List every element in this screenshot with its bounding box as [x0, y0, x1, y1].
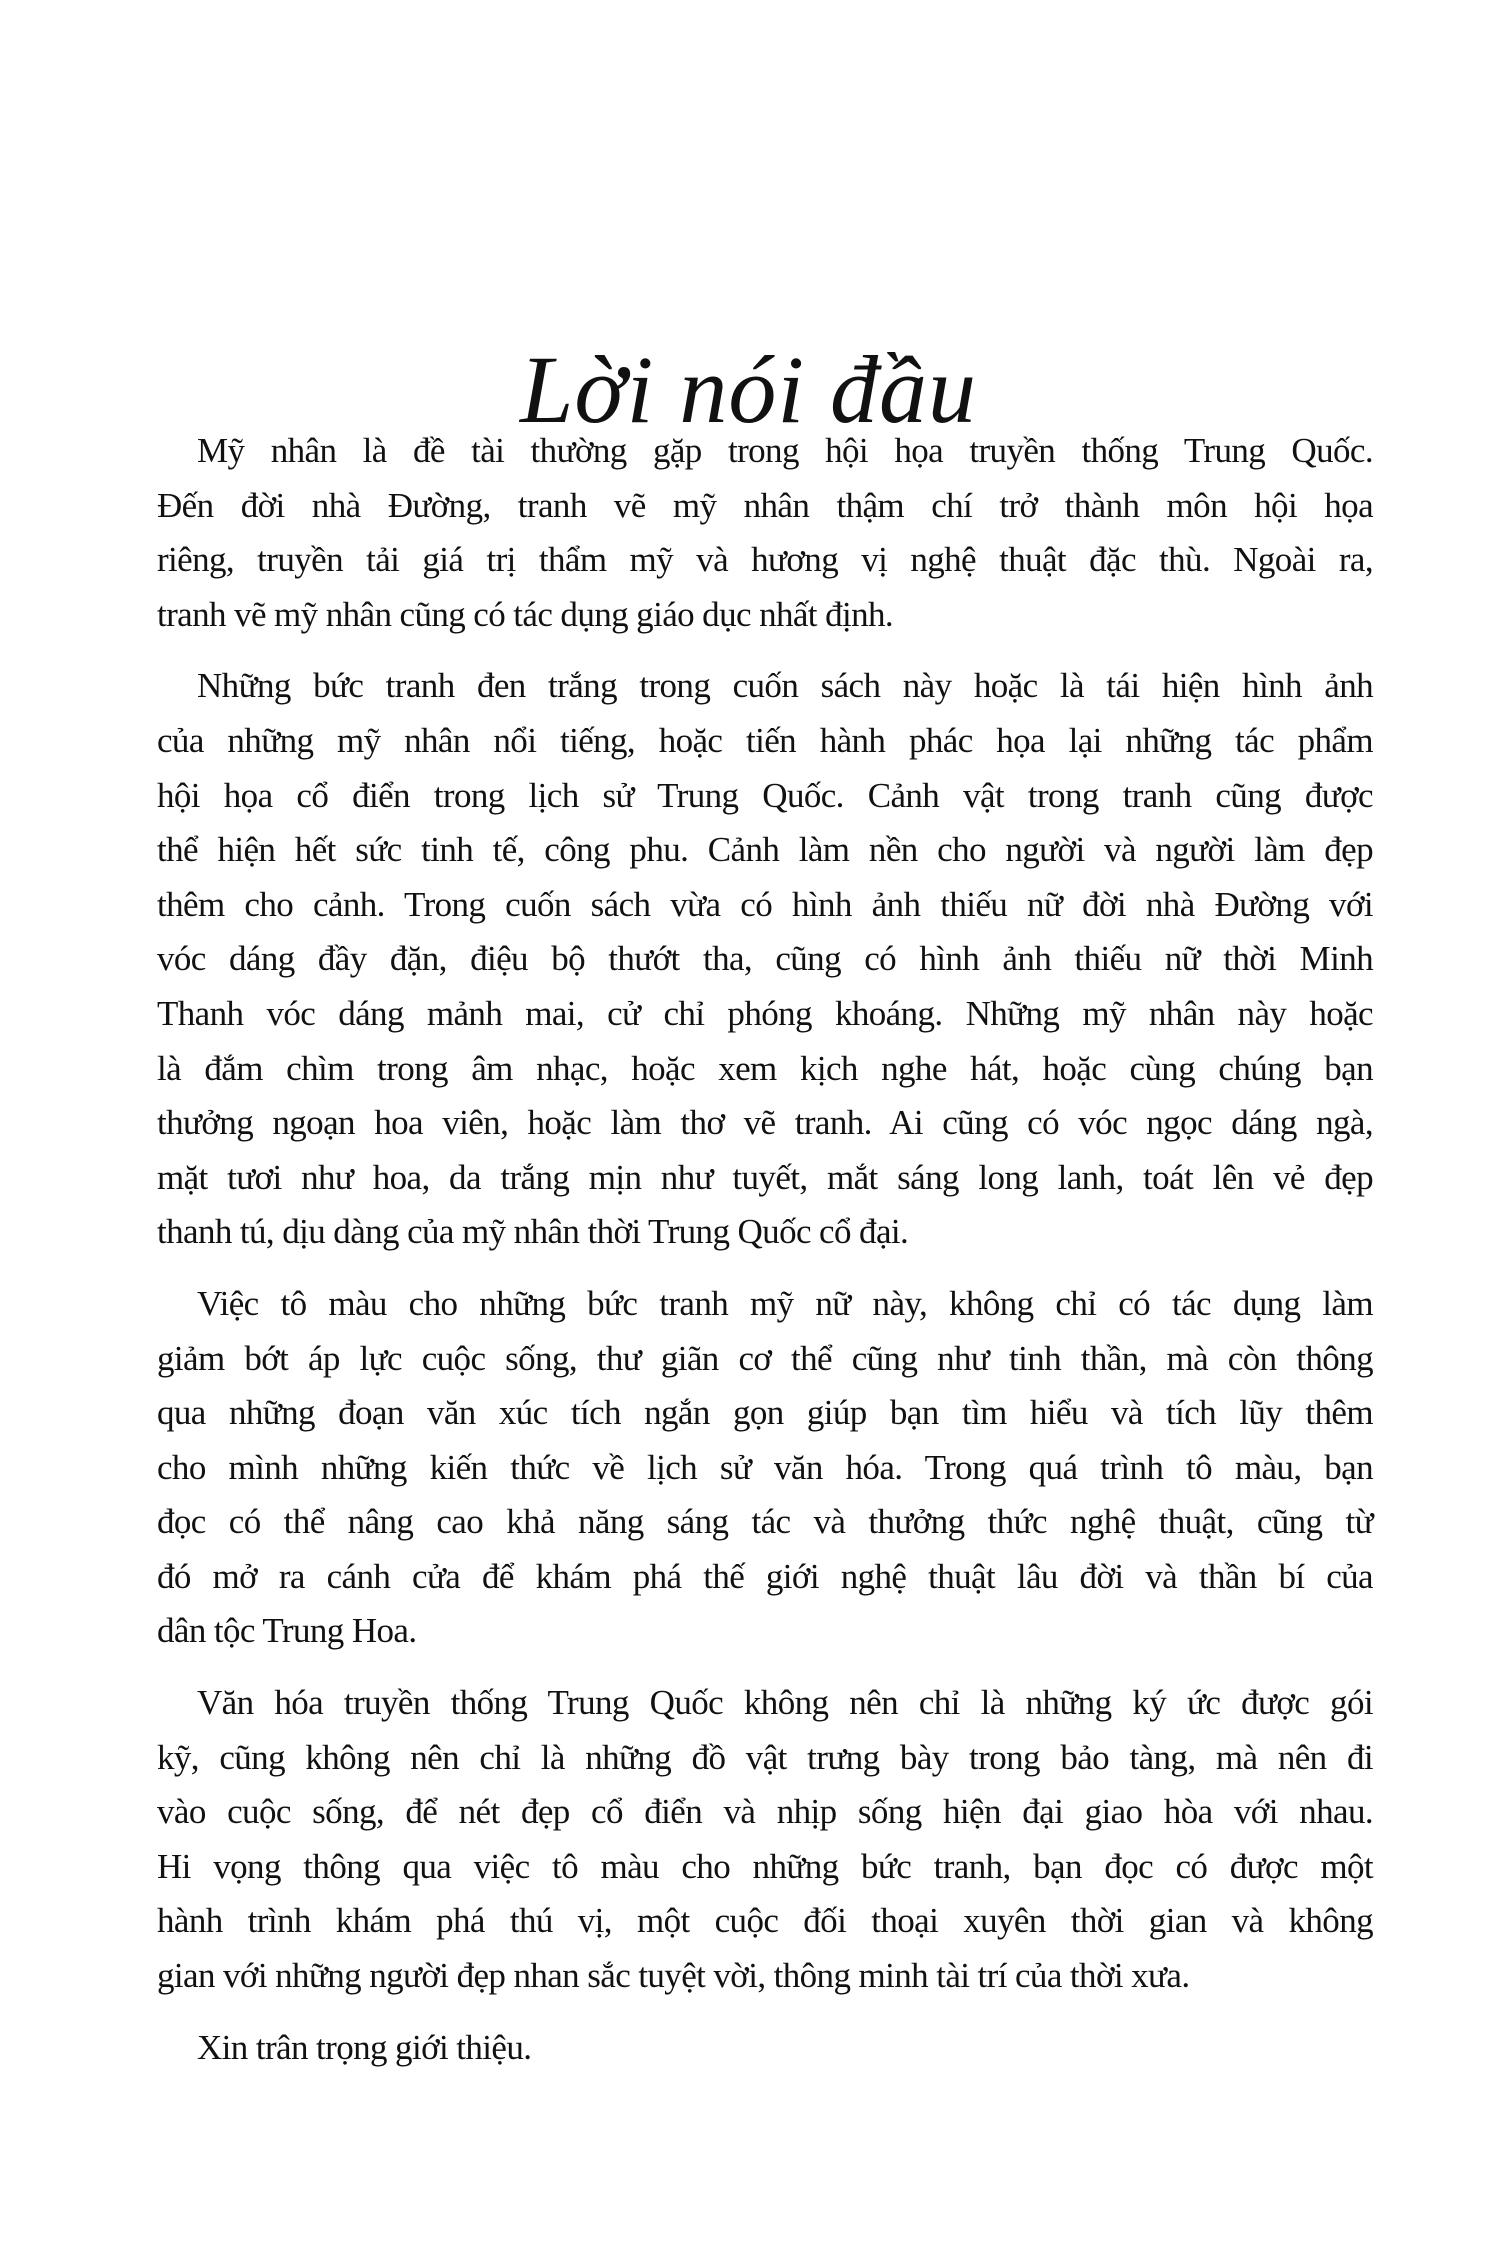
text-line: Việc tô màu cho những bức tranh mỹ nữ này, không chỉ có tác dụng làm: [197, 1283, 1373, 1323]
page-title: Lời nói đầu: [520, 336, 977, 444]
paragraph: [157, 1277, 1373, 1659]
text-line: kỹ, cũng không nên chỉ là những đồ vật trưng bày trong bảo tàng, mà nên đi: [157, 1737, 1373, 1777]
text-line: Những bức tranh đen trắng trong cuốn sách này hoặc là tái hiện hình ảnh: [197, 666, 1373, 706]
text-line: hành trình khám phá thú vị, một cuộc đối thoại xuyên thời gian và không: [157, 1901, 1373, 1941]
text-line: qua những đoạn văn xúc tích ngắn gọn giúp bạn tìm hiểu và tích lũy thêm: [157, 1393, 1373, 1433]
text-line: đó mở ra cánh cửa để khám phá thế giới nghệ thuật lâu đời và thần bí của: [157, 1556, 1373, 1596]
paragraph: [157, 2021, 1373, 2076]
text-line: Hi vọng thông qua việc tô màu cho những bức tranh, bạn đọc có được một: [157, 1846, 1373, 1886]
text-line: riêng, truyền tải giá trị thẩm mỹ và hương vị nghệ thuật đặc thù. Ngoài ra,: [157, 540, 1373, 580]
text-line: thể hiện hết sức tinh tế, công phu. Cảnh làm nền cho người và người làm đẹp: [157, 830, 1373, 870]
text-line: thưởng ngoạn hoa viên, hoặc làm thơ vẽ tranh. Ai cũng có vóc ngọc dáng ngà,: [157, 1103, 1373, 1143]
text-line: đọc có thể nâng cao khả năng sáng tác và thưởng thức nghệ thuật, cũng từ: [157, 1502, 1373, 1542]
text-line: tranh vẽ mỹ nhân cũng có tác dụng giáo dục nhất định.: [157, 594, 894, 634]
text-line: Đến đời nhà Đường, tranh vẽ mỹ nhân thậm chí trở thành môn hội họa: [157, 485, 1373, 525]
paragraph: [157, 424, 1373, 642]
text-line: gian với những người đẹp nhan sắc tuyệt vời, thông minh tài trí của thời xưa.: [157, 1956, 1190, 1996]
text-line: Mỹ nhân là đề tài thường gặp trong hội họa truyền thống Trung Quốc.: [197, 431, 1373, 470]
text-line: Văn hóa truyền thống Trung Quốc không nên chỉ là những ký ức được gói: [197, 1683, 1373, 1723]
text-line: của những mỹ nhân nổi tiếng, hoặc tiến hành phác họa lại những tác phẩm: [157, 720, 1373, 760]
text-line: là đắm chìm trong âm nhạc, hoặc xem kịch nghe hát, hoặc cùng chúng bạn: [157, 1048, 1373, 1088]
text-line: vóc dáng đầy đặn, điệu bộ thướt tha, cũng có hình ảnh thiếu nữ thời Minh: [157, 939, 1373, 979]
text-line: dân tộc Trung Hoa.: [157, 1611, 417, 1651]
text-line: Thanh vóc dáng mảnh mai, cử chỉ phóng khoáng. Những mỹ nhân này hoặc: [157, 993, 1373, 1033]
text-line: Xin trân trọng giới thiệu.: [197, 2027, 532, 2067]
text-line: thêm cho cảnh. Trong cuốn sách vừa có hình ảnh thiếu nữ đời nhà Đường với: [157, 884, 1373, 924]
text-line: cho mình những kiến thức về lịch sử văn hóa. Trong quá trình tô màu, bạn: [157, 1447, 1373, 1487]
text-line: mặt tươi như hoa, da trắng mịn như tuyết, mắt sáng long lanh, toát lên vẻ đẹp: [157, 1157, 1373, 1197]
text-line: vào cuộc sống, để nét đẹp cổ điển và nhịp sống hiện đại giao hòa với nhau.: [157, 1792, 1373, 1832]
paragraph: [157, 659, 1373, 1260]
text-line: thanh tú, dịu dàng của mỹ nhân thời Trung Quốc cổ đại.: [157, 1212, 909, 1252]
paragraph: [157, 1676, 1373, 2004]
preface-body: [157, 424, 1373, 2092]
text-line: hội họa cổ điển trong lịch sử Trung Quốc. Cảnh vật trong tranh cũng được: [157, 775, 1373, 815]
text-line: giảm bớt áp lực cuộc sống, thư giãn cơ thể cũng như tinh thần, mà còn thông: [157, 1338, 1373, 1378]
